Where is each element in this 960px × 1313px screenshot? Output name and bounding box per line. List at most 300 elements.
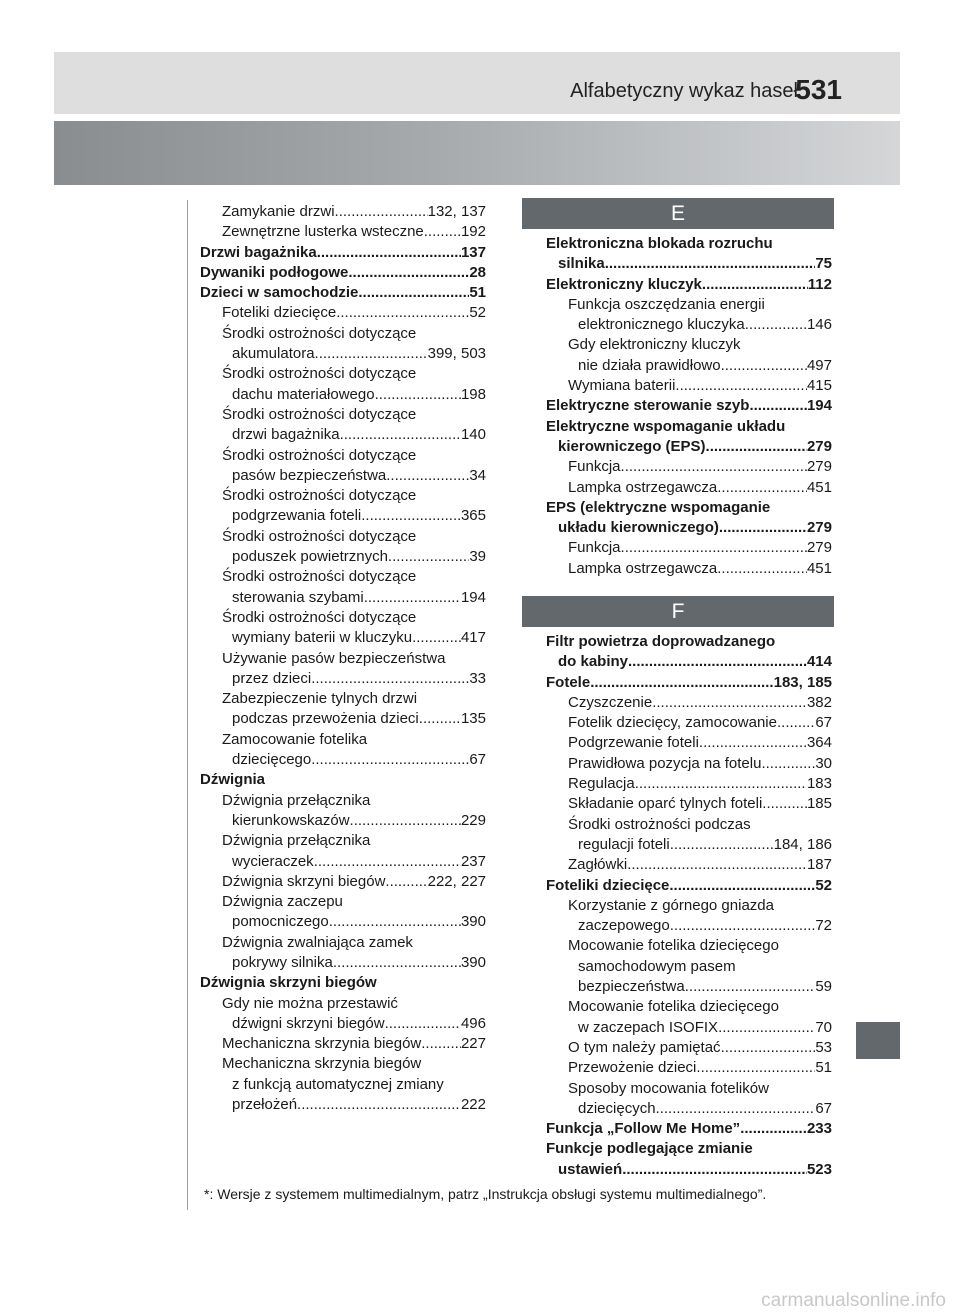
index-entry-page: 198 (460, 385, 486, 403)
index-entry-page: 451 (806, 559, 832, 577)
index-entry-text: Gdy elektroniczny kluczyk (568, 336, 741, 354)
index-entry-page: 51 (469, 284, 486, 302)
index-entry (546, 977, 832, 997)
index-entry (200, 263, 486, 283)
index-entry-page: 34 (469, 466, 486, 484)
index-entry-text: Przewożenie dzieci (568, 1059, 697, 1077)
dot-leader (329, 912, 461, 932)
index-entry-text: Zamykanie drzwi (222, 203, 335, 220)
index-entry-page: 183, 185 (773, 673, 832, 691)
index-entry-text: Funkcja (568, 539, 621, 557)
dot-leader (761, 754, 815, 774)
index-entry-text: Fotelik dziecięcy, zamocowanie (568, 714, 777, 732)
index-entry-page: 415 (806, 377, 832, 395)
section-header-f: F (522, 596, 834, 627)
index-entry-text: EPS (elektryczne wspomaganie (546, 498, 771, 516)
index-entry-text: z funkcją automatycznej zmiany (232, 1075, 444, 1093)
index-entry-text: Środki ostrożności dotyczące (222, 324, 417, 342)
index-entry-text: Mocowanie fotelika dziecięcego (568, 998, 779, 1016)
index-entry-page: 279 (806, 437, 832, 455)
index-entry (546, 498, 832, 518)
index-entry-text: dziecięcego (232, 751, 312, 769)
index-entry-text: Foteliki dziecięce (546, 876, 670, 894)
index-entry-text: Lampka ostrzegawcza (568, 478, 718, 496)
index-entry-text: Elektroniczna blokada rozruchu (546, 235, 773, 252)
index-entry-text: Lampka ostrzegawcza (568, 559, 718, 577)
index-entry-text: wymiany baterii w kluczyku (232, 629, 413, 647)
index-entry-page: 28 (469, 263, 486, 281)
index-entry-text: akumulatora (232, 345, 315, 363)
index-entry-page: 496 (460, 1014, 486, 1032)
index-entry (546, 457, 832, 477)
dot-leader (364, 588, 461, 608)
index-entry (546, 356, 832, 376)
index-entry-page: 382 (806, 693, 832, 711)
index-entry-text: Mechaniczna skrzynia biegów (222, 1055, 422, 1073)
index-entry (200, 527, 486, 547)
index-entry (546, 295, 832, 315)
index-entry-page: 279 (806, 458, 832, 476)
index-entry (546, 254, 832, 274)
index-entry (200, 1095, 486, 1115)
index-entry-page: 222 (460, 1096, 486, 1114)
index-entry-text: podczas przewożenia dzieci (232, 710, 419, 728)
index-entry (200, 608, 486, 628)
index-entry-page: 497 (806, 356, 832, 374)
index-entry (200, 547, 486, 567)
dot-leader (749, 396, 807, 416)
section-header-e: E (522, 198, 834, 229)
page-number: 531 (795, 74, 842, 105)
index-entry-text: Dźwignia (200, 771, 266, 789)
dot-leader (721, 1038, 816, 1058)
index-entry-page: 132, 137 (427, 203, 486, 220)
index-entry-text: kierowniczego (EPS) (558, 437, 706, 455)
dot-leader (628, 652, 807, 672)
dot-leader (656, 1099, 816, 1119)
index-entry-text: Dźwignia skrzyni biegów (222, 872, 386, 890)
index-entry (546, 538, 832, 558)
index-entry (546, 1018, 832, 1038)
index-entry (200, 1014, 486, 1034)
index-entry-text: Elektroniczny kluczyk (546, 275, 702, 293)
index-entry (546, 1160, 832, 1180)
index-entry-text: Wymiana baterii (568, 377, 676, 395)
dot-leader (675, 376, 807, 396)
index-section-f (546, 632, 832, 1180)
index-entry (546, 559, 832, 579)
index-entry-text: kierunkowskazów (232, 811, 350, 829)
index-entry-text: Środki ostrożności podczas (568, 815, 751, 833)
index-entry-page: 184, 186 (773, 835, 832, 853)
index-entry (200, 770, 486, 790)
index-entry (200, 750, 486, 770)
index-entry-text: drzwi bagażnika (232, 426, 340, 444)
index-entry-text: Dźwignia przełącznika (222, 791, 371, 809)
dot-leader (358, 283, 469, 303)
index-entry-text: samochodowym pasem (578, 957, 736, 975)
index-entry (546, 1038, 832, 1058)
index-entry-text: dachu materiałowego (232, 385, 375, 403)
dot-leader (388, 547, 469, 567)
index-entry (546, 835, 832, 855)
index-entry-text: Funkcja (568, 458, 621, 476)
index-entry (200, 689, 486, 709)
dot-leader (719, 518, 807, 538)
index-entry-text: Zabezpieczenie tylnych drzwi (222, 690, 418, 708)
index-entry-text: Funkcja „Follow Me Home” (546, 1120, 741, 1138)
index-entry (200, 567, 486, 587)
index-entry-page: 222, 227 (427, 872, 486, 890)
index-entry-text: Prawidłowa pozycja na fotelu (568, 754, 762, 772)
dot-leader (333, 953, 461, 973)
dot-leader (717, 559, 807, 579)
index-entry (546, 1058, 832, 1078)
index-entry-text: Zewnętrzne lusterka wsteczne (222, 223, 424, 241)
index-entry-text: układu kierowniczego) (558, 519, 719, 537)
index-entry (200, 1054, 486, 1074)
index-entry (546, 234, 832, 254)
index-entry-text: przełożeń (232, 1096, 298, 1114)
index-entry (200, 1034, 486, 1054)
index-entry-text: zaczepowego (578, 917, 670, 935)
chapter-tab (856, 1022, 900, 1059)
index-entry (200, 425, 486, 445)
index-entry (546, 632, 832, 652)
index-entry-page: 233 (806, 1120, 832, 1138)
dot-leader (412, 628, 461, 648)
index-entry-page: 364 (806, 734, 832, 752)
dot-leader (361, 506, 461, 526)
index-entry-text: Zagłówki (568, 856, 628, 874)
index-entry (546, 335, 832, 355)
index-entry-text: regulacji foteli (578, 835, 670, 853)
index-entry-text: Środki ostrożności dotyczące (222, 365, 417, 383)
dot-leader (605, 254, 816, 274)
watermark: carmanualsonline.info (761, 1290, 946, 1311)
index-entry-text: Czyszczenie (568, 693, 653, 711)
index-entry-text: bezpieczeństwa (578, 978, 685, 996)
index-entry-text: poduszek powietrznych (232, 548, 388, 566)
dot-leader (621, 457, 807, 477)
dot-leader (348, 263, 469, 283)
index-entry-page: 52 (815, 876, 832, 894)
index-column-left (200, 202, 486, 1115)
index-entry (200, 994, 486, 1014)
index-entry-page: 187 (806, 856, 832, 874)
index-entry-text: Zamocowanie fotelika (222, 730, 368, 748)
index-entry-text: ustawień (558, 1160, 623, 1178)
index-entry-page: 523 (806, 1160, 832, 1178)
index-entry-text: Elektryczne wspomaganie układu (546, 417, 786, 435)
column-divider (187, 200, 188, 1210)
index-entry-page: 59 (815, 978, 832, 996)
index-entry (200, 385, 486, 405)
index-entry-page: 135 (460, 710, 486, 728)
dot-leader (670, 916, 816, 936)
index-entry-text: pokrywy silnika (232, 953, 333, 971)
index-entry (546, 896, 832, 916)
index-entry (200, 649, 486, 669)
index-entry (546, 997, 832, 1017)
index-entry-page: 185 (806, 795, 832, 813)
index-entry (200, 324, 486, 344)
index-entry (200, 709, 486, 729)
index-entry (200, 283, 486, 303)
index-entry (200, 912, 486, 932)
index-entry-page: 140 (460, 426, 486, 444)
dot-leader (315, 344, 428, 364)
index-entry-page: 414 (806, 653, 832, 671)
index-entry-text: Gdy nie można przestawić (222, 994, 398, 1012)
dot-leader (670, 835, 774, 855)
dot-leader (717, 478, 807, 498)
page-title: Alfabetyczny wykaz haseł (570, 80, 798, 102)
index-entry-text: Dzieci w samochodzie (200, 284, 359, 302)
index-entry (200, 202, 486, 222)
index-entry (546, 1099, 832, 1119)
index-entry-text: Dźwignia zwalniająca zamek (222, 933, 413, 951)
index-entry (200, 364, 486, 384)
index-entry (200, 852, 486, 872)
index-entry-page: 112 (807, 275, 832, 293)
index-entry (200, 669, 486, 689)
index-entry (546, 815, 832, 835)
dot-leader (311, 669, 469, 689)
index-entry-page: 365 (460, 507, 486, 525)
index-entry-text: Środki ostrożności dotyczące (222, 446, 417, 464)
dot-leader (669, 876, 815, 896)
dot-leader (385, 1014, 461, 1034)
index-entry (546, 754, 832, 774)
index-entry (200, 405, 486, 425)
index-entry (200, 831, 486, 851)
index-entry (200, 628, 486, 648)
index-entry-text: silnika (558, 255, 605, 273)
index-entry-page: 390 (460, 953, 486, 971)
index-entry-page: 51 (815, 1059, 832, 1077)
dot-leader (350, 811, 461, 831)
index-entry (200, 730, 486, 750)
index-entry (546, 693, 832, 713)
index-entry-text: wycieraczek (232, 852, 314, 870)
dot-leader (635, 774, 807, 794)
dot-leader (652, 693, 807, 713)
dot-leader (317, 243, 461, 263)
index-entry (200, 243, 486, 263)
index-entry-text: dziecięcych (578, 1099, 656, 1117)
index-entry (546, 774, 832, 794)
index-entry-text: Mechaniczna skrzynia biegów (222, 1035, 422, 1053)
index-entry-page: 67 (815, 1099, 832, 1117)
index-entry (200, 222, 486, 242)
footnote: *: Wersje z systemem multimedialnym, patrz „Instrukcja obsługi systemu multimedialnego”. (204, 1186, 767, 1202)
dot-leader (762, 794, 807, 814)
dot-leader (419, 709, 461, 729)
index-entry-text: Foteliki dziecięce (222, 304, 337, 322)
index-entry (546, 652, 832, 672)
index-entry-text: Regulacja (568, 775, 635, 793)
dot-leader (375, 385, 461, 405)
index-entry-page: 146 (806, 316, 832, 334)
index-entry (546, 673, 832, 693)
index-entry (200, 303, 486, 323)
index-entry (200, 811, 486, 831)
dot-leader (745, 315, 807, 335)
index-entry-page: 399, 503 (427, 345, 486, 363)
index-entry (200, 791, 486, 811)
index-entry (546, 936, 832, 956)
index-entry-text: Drzwi bagażnika (200, 243, 317, 261)
dot-leader (699, 733, 807, 753)
index-entry (200, 466, 486, 486)
index-entry (546, 275, 832, 295)
dot-leader (702, 275, 808, 295)
index-entry-page: 67 (469, 751, 486, 769)
index-entry-text: Środki ostrożności dotyczące (222, 527, 417, 545)
dot-leader (335, 202, 428, 222)
index-entry (546, 1079, 832, 1099)
dot-leader (297, 1095, 461, 1115)
dot-leader (685, 977, 816, 997)
index-entry-text: Fotele (546, 673, 591, 691)
dot-leader (590, 673, 773, 693)
index-entry (200, 446, 486, 466)
index-entry-text: podgrzewania foteli (232, 507, 362, 525)
index-entry (546, 733, 832, 753)
index-entry-text: Korzystanie z górnego gniazda (568, 896, 774, 914)
index-entry-text: Elektryczne sterowanie szyb (546, 397, 750, 415)
index-entry (200, 344, 486, 364)
index-entry-text: nie działa prawidłowo (578, 356, 721, 374)
index-entry (546, 957, 832, 977)
index-entry (546, 417, 832, 437)
dot-leader (311, 750, 469, 770)
index-entry-page: 67 (815, 714, 832, 732)
index-entry (546, 437, 832, 457)
index-entry-page: 70 (815, 1018, 832, 1036)
index-entry-page: 53 (815, 1038, 832, 1056)
index-entry-page: 227 (460, 1035, 486, 1053)
dot-leader (336, 303, 469, 323)
dot-leader (424, 222, 461, 242)
index-entry-text: Dźwignia przełącznika (222, 832, 371, 850)
index-entry-text: Filtr powietrza doprowadzanego (546, 633, 776, 650)
index-entry (546, 713, 832, 733)
index-entry-page: 417 (460, 629, 486, 647)
index-entry-page: 183 (806, 775, 832, 793)
index-entry-text: Składanie oparć tylnych foteli (568, 795, 763, 813)
index-entry-page: 192 (460, 223, 486, 241)
index-entry-text: pasów bezpieczeństwa (232, 466, 387, 484)
dot-leader (627, 855, 807, 875)
dot-leader (340, 425, 461, 445)
index-entry-page: 194 (806, 397, 832, 415)
index-entry (200, 486, 486, 506)
index-entry (546, 916, 832, 936)
index-entry (546, 855, 832, 875)
dot-leader (385, 872, 427, 892)
index-entry-text: sterowania szybami (232, 588, 364, 606)
index-entry-page: 279 (806, 539, 832, 557)
dot-leader (622, 1160, 807, 1180)
index-entry-page: 30 (815, 754, 832, 772)
index-entry (546, 794, 832, 814)
index-entry (200, 1075, 486, 1095)
index-entry (546, 396, 832, 416)
index-entry-text: Środki ostrożności dotyczące (222, 487, 417, 505)
index-entry (200, 588, 486, 608)
index-entry (200, 506, 486, 526)
index-entry (200, 872, 486, 892)
index-entry-page: 451 (806, 478, 832, 496)
index-entry-text: Podgrzewanie foteli (568, 734, 699, 752)
index-entry-text: O tym należy pamiętać (568, 1038, 721, 1056)
index-entry (546, 1139, 832, 1159)
index-entry (200, 973, 486, 993)
index-entry-page: 229 (460, 811, 486, 829)
index-entry-text: Funkcja oszczędzania energii (568, 295, 765, 313)
dot-leader (740, 1119, 807, 1139)
index-entry (546, 315, 832, 335)
index-entry-text: Mocowanie fotelika dziecięcego (568, 937, 779, 955)
dot-leader (777, 713, 815, 733)
index-entry (546, 478, 832, 498)
dot-leader (386, 466, 469, 486)
index-entry (546, 518, 832, 538)
decorative-gradient-band (54, 121, 900, 185)
index-entry-text: Środki ostrożności dotyczące (222, 568, 417, 586)
index-entry-text: przez dzieci (232, 669, 312, 687)
index-entry-text: pomocniczego (232, 913, 329, 931)
index-entry-text: do kabiny (558, 653, 629, 671)
dot-leader (696, 1058, 815, 1078)
index-entry (200, 953, 486, 973)
index-entry (546, 376, 832, 396)
index-entry-text: Funkcje podlegające zmianie (546, 1140, 753, 1158)
index-entry (200, 933, 486, 953)
index-entry-text: Dźwignia skrzyni biegów (200, 974, 377, 992)
dot-leader (314, 852, 461, 872)
index-entry-text: elektronicznego kluczyka (578, 316, 745, 334)
index-entry-text: Sposoby mocowania fotelików (568, 1079, 769, 1097)
index-entry-text: w zaczepach ISOFIX (578, 1018, 719, 1036)
index-entry-page: 137 (460, 243, 486, 261)
index-entry-page: 75 (815, 255, 832, 273)
index-entry-page: 52 (469, 304, 486, 322)
index-entry-page: 72 (815, 917, 832, 935)
index-entry-text: Dywaniki podłogowe (200, 263, 349, 281)
index-entry-page: 194 (460, 588, 486, 606)
index-entry (546, 1119, 832, 1139)
index-entry (200, 892, 486, 912)
index-entry-page: 390 (460, 913, 486, 931)
dot-leader (718, 1018, 815, 1038)
index-entry-text: Dźwignia zaczepu (222, 893, 343, 911)
index-entry-text: Używanie pasów bezpieczeństwa (222, 649, 446, 667)
index-entry-text: dźwigni skrzyni biegów (232, 1014, 385, 1032)
dot-leader (721, 356, 807, 376)
index-entry-page: 39 (469, 548, 486, 566)
index-section-e (546, 234, 832, 579)
index-entry-text: Środki ostrożności dotyczące (222, 608, 417, 626)
index-entry-page: 33 (469, 669, 486, 687)
dot-leader (621, 538, 807, 558)
index-entry (546, 876, 832, 896)
dot-leader (421, 1034, 461, 1054)
index-entry-page: 237 (460, 852, 486, 870)
dot-leader (706, 437, 807, 457)
